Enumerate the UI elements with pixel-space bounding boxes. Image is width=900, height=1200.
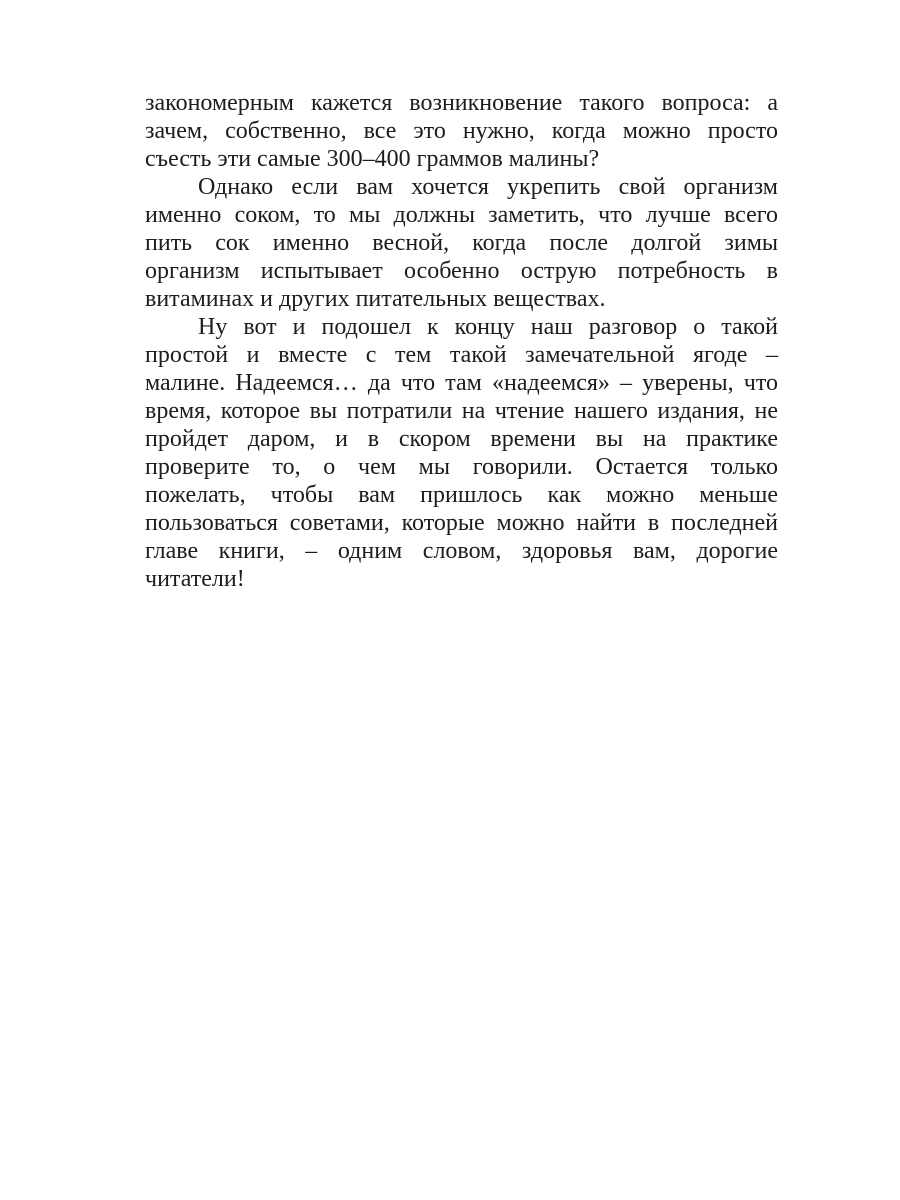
text-line: главе книги, – одним словом, здоровья вам, дорогие [145, 538, 778, 564]
text-line: пожелать, чтобы вам пришлось как можно меньше [145, 482, 778, 508]
text-line: простой и вместе с тем такой замечательной ягоде – [145, 342, 778, 368]
page-text [145, 89, 778, 593]
text-line: пить сок именно весной, когда после долгой зимы [145, 230, 778, 256]
text-line: пройдет даром, и в скором времени вы на практике [145, 426, 778, 452]
paragraph [145, 89, 778, 173]
text-line: пользоваться советами, которые можно найти в последней [145, 510, 778, 536]
text-line: закономерным кажется возникновение такого вопроса: а [145, 90, 778, 116]
text-line: зачем, собственно, все это нужно, когда можно просто [145, 118, 778, 144]
text-line: именно соком, то мы должны заметить, что лучше всего [145, 202, 778, 228]
paragraph [145, 313, 778, 593]
text-line: малине. Надеемся… да что там «надеемся» – уверены, что [145, 370, 778, 396]
text-line: съесть эти самые 300–400 граммов малины? [145, 146, 600, 172]
text-line: Ну вот и подошел к концу наш разговор о такой [198, 314, 778, 340]
text-line: организм испытывает особенно острую потребность в [145, 258, 778, 284]
paragraph [145, 173, 778, 313]
text-line: проверите то, о чем мы говорили. Остается только [145, 454, 778, 480]
text-line: витаминах и других питательных веществах. [145, 286, 606, 312]
text-line: читатели! [145, 566, 245, 592]
text-line: время, которое вы потратили на чтение нашего издания, не [145, 398, 778, 424]
text-line: Однако если вам хочется укрепить свой организм [198, 174, 778, 200]
